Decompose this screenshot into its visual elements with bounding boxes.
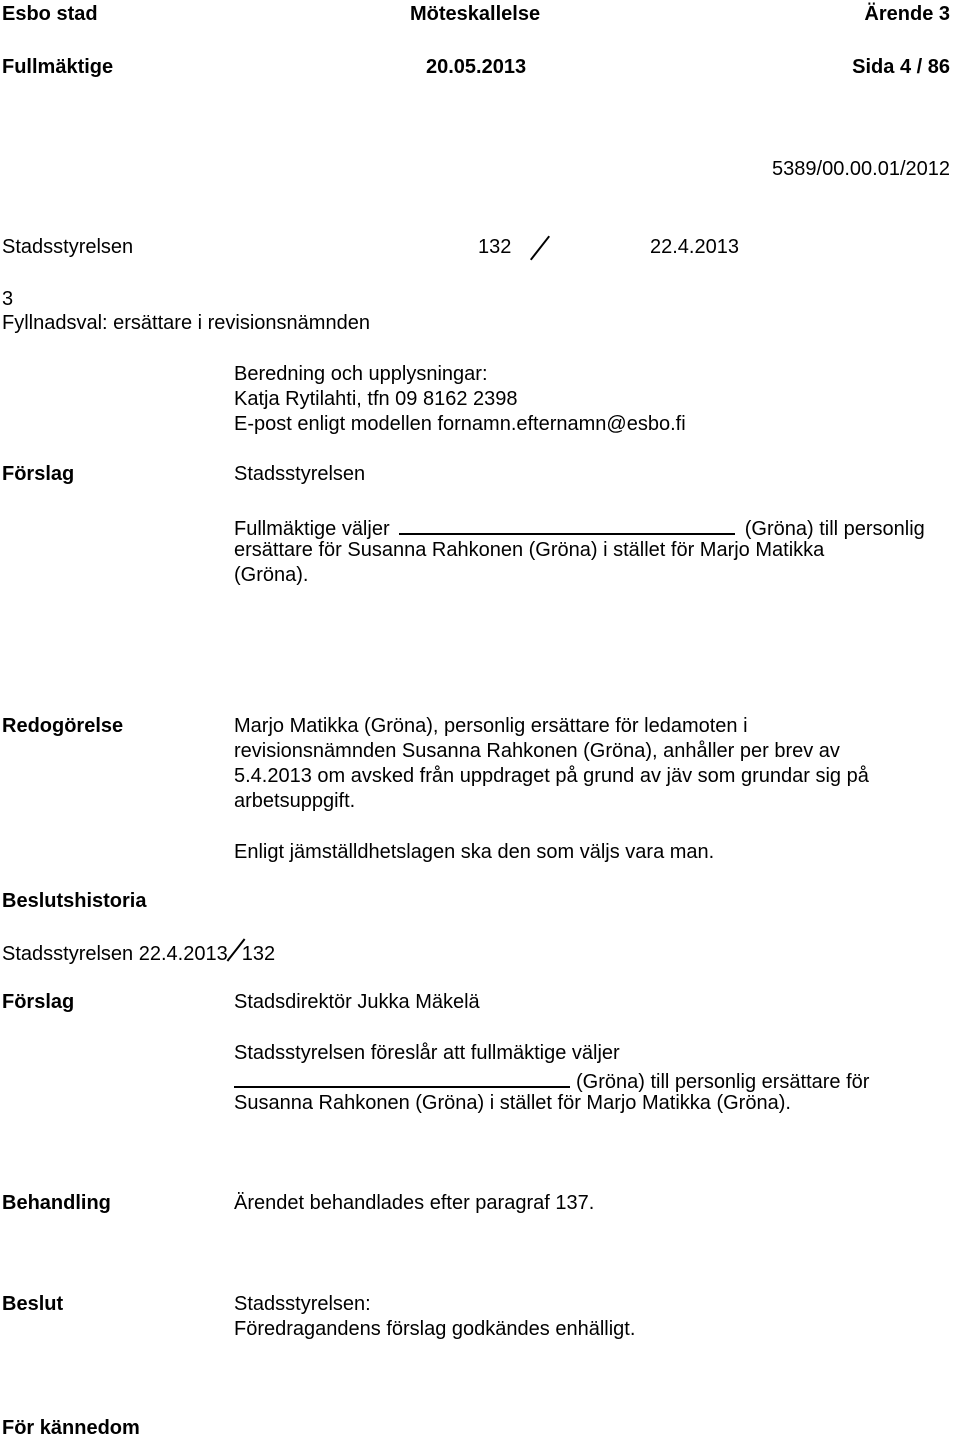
header-doc-type: Möteskallelse (410, 3, 541, 25)
report-line: 5.4.2013 om avsked från uppdraget på grund av jäv som grundar sig på (234, 765, 869, 787)
preparation-contact: Katja Rytilahti, tfn 09 8162 2398 (234, 388, 518, 410)
decision-text: Föredragandens förslag godkändes enhälligt. (234, 1318, 636, 1340)
history-proposer: Stadsdirektör Jukka Mäkelä (234, 991, 480, 1013)
proposal-line3: (Gröna). (234, 564, 309, 586)
report-line: Marjo Matikka (Gröna), personlig ersättare för ledamoten i (234, 715, 748, 737)
origin-date: 22.4.2013 (650, 236, 739, 258)
header-item: Ärende 3 (864, 3, 950, 25)
proposal-line2: ersättare för Susanna Rahkonen (Gröna) i stället för Marjo Matikka (234, 539, 825, 561)
preparation-label: Beredning och upplysningar: (234, 363, 488, 385)
proposal-line1-end: (Gröna) till personlig (744, 518, 925, 540)
history-proposal-label: Förslag (2, 991, 75, 1013)
equality-note: Enligt jämställdhetslagen ska den som väljs vara man. (234, 841, 715, 863)
item-number: 3 (2, 288, 14, 310)
section-mark-icon (228, 940, 242, 960)
handling-text: Ärendet behandlades efter paragraf 137. (234, 1192, 595, 1214)
proposal-label: Förslag (2, 463, 75, 485)
item-title: Fyllnadsval: ersättare i revisionsnämnden (2, 312, 370, 334)
handling-label: Behandling (2, 1192, 111, 1214)
history-section: 132 (241, 943, 276, 965)
decision-label: Beslut (2, 1293, 64, 1315)
report-line: arbetsuppgift. (234, 790, 356, 812)
header-body: Fullmäktige (2, 56, 114, 78)
history-line1: Stadsstyrelsen föreslår att fullmäktige väljer (234, 1042, 620, 1064)
header-page: Sida 4 / 86 (852, 56, 950, 78)
history-label: Beslutshistoria (2, 890, 147, 912)
history-line2-end: (Gröna) till personlig ersättare för (576, 1071, 870, 1093)
header-date: 20.05.2013 (426, 56, 527, 78)
origin-board: Stadsstyrelsen (2, 236, 134, 258)
fill-in-blank (399, 513, 735, 535)
history-line3: Susanna Rahkonen (Gröna) i stället för Marjo Matikka (Gröna). (234, 1092, 791, 1114)
history-meeting (2, 940, 275, 967)
header-city: Esbo stad (2, 3, 98, 25)
history-meeting-date: Stadsstyrelsen 22.4.2013 (2, 943, 228, 965)
proposal-proposer: Stadsstyrelsen (234, 463, 366, 485)
fill-in-blank (234, 1066, 570, 1088)
decision-board: Stadsstyrelsen: (234, 1293, 371, 1315)
proposal-line1-start: Fullmäktige väljer (234, 518, 390, 540)
report-line: revisionsnämnden Susanna Rahkonen (Gröna), anhåller per brev av (234, 740, 840, 762)
for-information-label: För kännedom (2, 1417, 140, 1439)
case-number: 5389/00.00.01/2012 (772, 158, 950, 180)
preparation-email: E-post enligt modellen fornamn.efternamn@esbo.fi (234, 413, 686, 435)
section-mark-icon (530, 236, 550, 261)
origin-section: 132 (478, 236, 512, 258)
report-label: Redogörelse (2, 715, 124, 737)
